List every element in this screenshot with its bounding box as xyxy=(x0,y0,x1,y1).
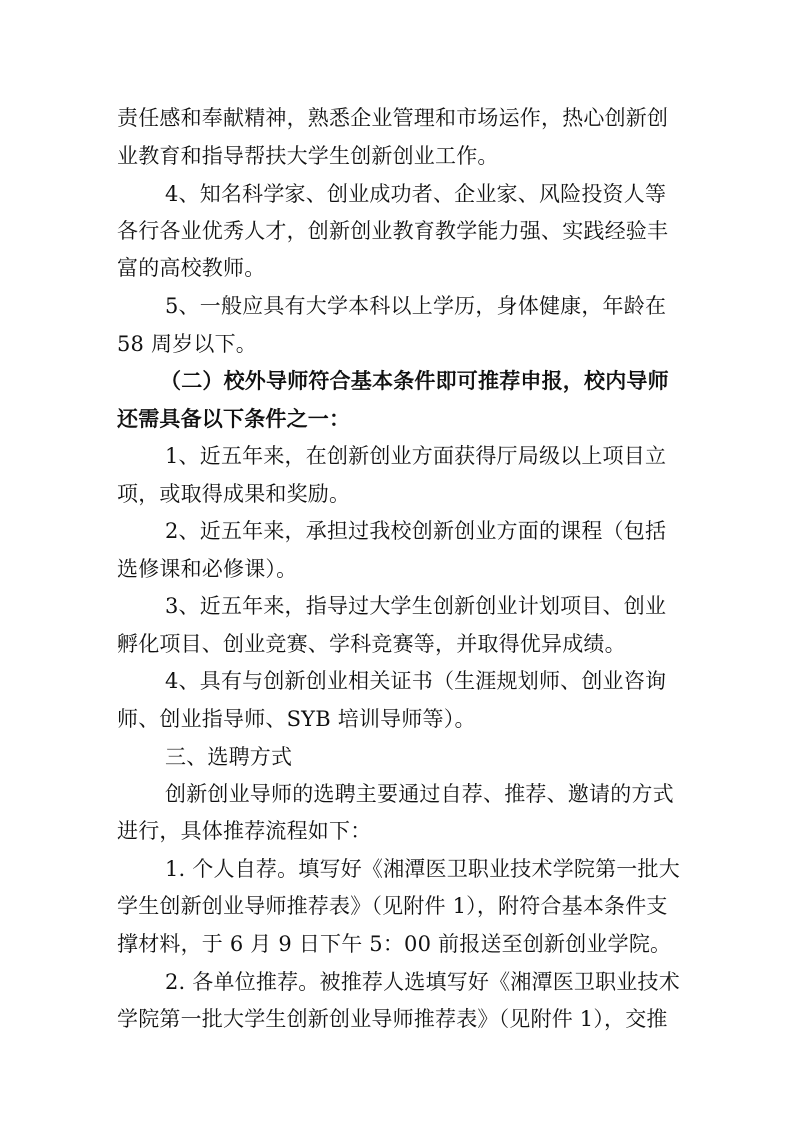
text-line: 1、近五年来，在创新创业方面获得厅局级以上项目立 xyxy=(165,444,667,468)
text-line: 创新创业导师的选聘主要通过自荐、推荐、邀请的方式 xyxy=(165,782,674,806)
text-line: 责任感和奉献精神，熟悉企业管理和市场运作，热心创新创 xyxy=(117,106,669,130)
text-line: 学院第一批大学生创新创业导师推荐表》（见附件 1），交推 xyxy=(117,1007,668,1031)
text-line: 撑材料，于 6 月 9 日下午 5：00 前报送至创新创业学院。 xyxy=(117,932,672,956)
text-line: 项，或取得成果和奖励。 xyxy=(117,482,351,506)
text-line: 5、一般应具有大学本科以上学历，身体健康，年龄在 xyxy=(165,294,667,318)
text-line: 3、近五年来，指导过大学生创新创业计划项目、创业 xyxy=(165,594,667,618)
text-line: 进行，具体推荐流程如下： xyxy=(117,819,372,843)
text-line: 业教育和指导帮扶大学生创新创业工作。 xyxy=(117,144,499,168)
section-title: 三、选聘方式 xyxy=(165,745,293,769)
text-line: 各行各业优秀人才，创新创业教育教学能力强、实践经验丰 xyxy=(117,219,669,243)
text-line: 4、具有与创新创业相关证书（生涯规划师、创业咨询 xyxy=(165,669,667,693)
text-line: 富的高校教师。 xyxy=(117,256,266,280)
text-line: 4、知名科学家、创业成功者、企业家、风险投资人等 xyxy=(165,182,667,206)
text-line: 学生创新创业导师推荐表》（见附件 1），附符合基本条件支 xyxy=(117,894,668,918)
section-heading: （二）校外导师符合基本条件即可推荐申报，校内导师 xyxy=(160,369,669,393)
section-heading-continued: 还需具备以下条件之一： xyxy=(117,407,351,431)
text-line: 师、创业指导师、SYB 培训导师等）。 xyxy=(117,707,476,731)
text-line: 孵化项目、创业竞赛、学科竞赛等，并取得优异成绩。 xyxy=(117,632,626,656)
text-line: 58 周岁以下。 xyxy=(117,332,257,356)
text-line: 2、近五年来，承担过我校创新创业方面的课程（包括 xyxy=(165,519,667,543)
text-line: 选修课和必修课）。 xyxy=(117,557,298,581)
text-line: 2. 各单位推荐。被推荐人选填写好《湘潭医卫职业技术 xyxy=(165,970,680,994)
text-line: 1. 个人自荐。填写好《湘潭医卫职业技术学院第一批大 xyxy=(165,857,680,881)
